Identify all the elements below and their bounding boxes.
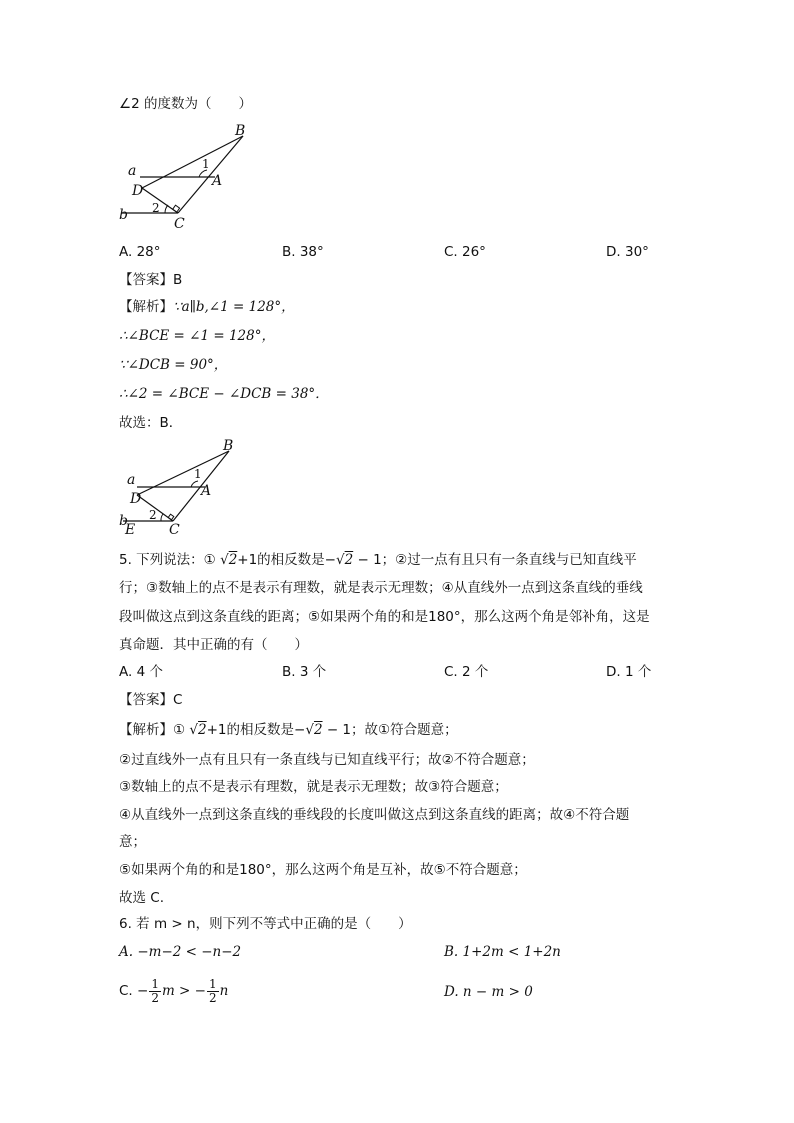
fraction-denominator: 2 <box>151 990 159 1005</box>
q6-option-c-n: n <box>219 983 229 999</box>
q5-analysis-line-4: ④从直线外一点到这条直线的垂线段的长度叫做这点到这条直线的距离；故④不符合题 <box>119 807 630 823</box>
q5-option-d: D. 1 个 <box>606 664 652 680</box>
q4-answer: 【答案】B <box>119 272 183 288</box>
fig1-label-b: b <box>119 207 128 223</box>
q5-analysis-line-5: ⑤如果两个角的和是180°，那么这两个角是互补，故⑤不符合题意； <box>119 862 527 878</box>
q5-analysis-prefix: 【解析】① <box>119 722 190 738</box>
fig1-label-A: A <box>212 173 223 189</box>
q5-option-b: B. 3 个 <box>282 664 327 680</box>
q4-choose: 故选：B． <box>119 415 183 431</box>
fig1-label-C: C <box>174 216 185 232</box>
q5-analysis-line-3: ③数轴上的点不是表示有理数，就是表示无理数；故③符合题意； <box>119 779 508 795</box>
sqrt-arg: 2 <box>228 552 238 568</box>
q5-stem-line-4: 真命题．其中正确的有（ ） <box>119 637 308 653</box>
fig2-label-2: 2 <box>149 508 157 522</box>
q5-analysis-line-4b: 意； <box>119 834 146 850</box>
q6-option-c-mid: m > − <box>161 983 206 999</box>
q6-option-b: B. 1+2m < 1+2n <box>444 944 561 960</box>
sqrt-symbol: √ <box>189 722 199 738</box>
fig2-label-C: C <box>169 522 180 538</box>
q5-stem-line-2: 行；③数轴上的点不是表示有理数，就是表示无理数；④从直线外一点到这条直线的垂线 <box>119 580 643 596</box>
fig1-label-a: a <box>128 163 137 179</box>
q5-analysis-line-1 <box>119 720 458 740</box>
q4-analysis-line-2: ∴∠BCE = ∠1 = 128°， <box>119 328 275 344</box>
q4-option-b: B. 38° <box>282 244 324 260</box>
q4-option-d: D. 30° <box>606 244 649 260</box>
sqrt-arg: 2 <box>313 722 323 738</box>
fraction-numerator: 1 <box>151 976 159 991</box>
fig1-label-2: 2 <box>152 201 160 215</box>
fig2-label-A: A <box>201 483 212 499</box>
fraction-numerator: 1 <box>208 976 217 991</box>
q6-stem: 6. 若 m > n，则下列不等式中正确的是（ ） <box>119 916 412 932</box>
q5-stem-prefix: 5. 下列说法：① <box>119 552 221 568</box>
q6-option-a: A. −m−2 < −n−2 <box>119 944 242 960</box>
fig2-label-a: a <box>127 472 136 488</box>
q4-analysis-head: 【解析】 <box>119 299 173 315</box>
geometry-figure-2 <box>115 437 245 537</box>
q4-analysis-formula-1: ∵a∥b,∠1 = 128°， <box>173 299 295 315</box>
sqrt-symbol: √ <box>220 552 229 568</box>
q4-stem: ∠2 的度数为（ ） <box>119 96 252 112</box>
fig2-label-b: b <box>119 513 128 529</box>
sqrt-symbol: √ <box>305 722 314 738</box>
fig1-label-B: B <box>235 123 246 139</box>
q5-option-c: C. 2 个 <box>444 664 489 680</box>
q5-option-a: A. 4 个 <box>119 664 163 680</box>
fig2-label-B: B <box>223 438 234 454</box>
sqrt-symbol: √ <box>336 552 345 568</box>
q5-stem-line-3: 段叫做这点到这条直线的距离；⑤如果两个角的和是180°，那么这两个角是邻补角，这是 <box>119 609 650 625</box>
q5-analysis-line-2: ②过直线外一点有且只有一条直线与已知直线平行；故②不符合题意； <box>119 752 535 768</box>
fig1-label-1: 1 <box>202 157 210 171</box>
fig1-label-D: D <box>132 183 144 199</box>
q4-analysis-line-1 <box>119 297 295 317</box>
q5-stem-mid: +1的相反数是− <box>237 552 336 568</box>
fig2-label-1: 1 <box>194 467 202 481</box>
q6-option-d: D. n − m > 0 <box>444 984 533 1000</box>
q5-choose: 故选 C. <box>119 890 165 906</box>
fraction-half <box>149 978 161 1005</box>
geometry-figure-1 <box>115 122 265 234</box>
q4-option-a: A. 28° <box>119 244 161 260</box>
q6-option-c <box>119 976 228 1006</box>
sqrt-arg: 2 <box>198 722 207 738</box>
fig2-label-D: D <box>130 491 142 507</box>
sqrt-arg: 2 <box>344 552 354 568</box>
q5-stem-tail: − 1；②过一点有且只有一条直线与已知直线平 <box>353 552 637 568</box>
q5-analysis-mid: +1的相反数是− <box>206 722 306 738</box>
q4-option-c: C. 26° <box>444 244 486 260</box>
q5-answer: 【答案】C <box>119 692 183 708</box>
q4-analysis-line-4: ∴∠2 = ∠BCE − ∠DCB = 38°． <box>119 386 329 402</box>
fig2-label-E: E <box>125 522 136 538</box>
q5-stem-line-1 <box>119 550 637 570</box>
q5-analysis-tail: − 1；故①符合题意； <box>322 722 458 738</box>
q6-option-c-label: C. − <box>119 983 149 999</box>
fraction-denominator: 2 <box>208 990 217 1005</box>
q4-analysis-line-3: ∵∠DCB = 90°， <box>119 357 228 373</box>
fraction-half <box>207 978 219 1005</box>
